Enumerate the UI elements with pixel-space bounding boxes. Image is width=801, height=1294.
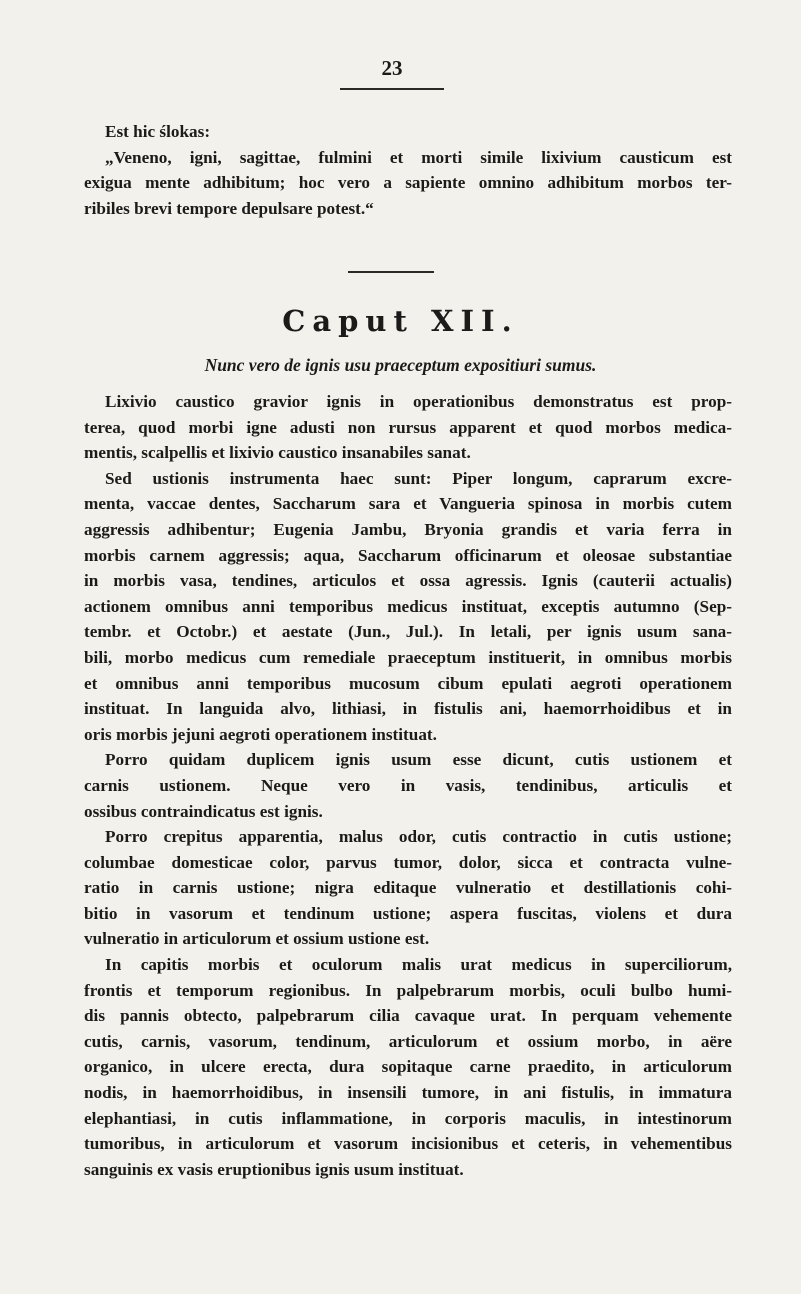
body-line: sanguinis ex vasis eruptionibus ignis usum instituat.	[84, 1159, 464, 1179]
body-line: nodis, in haemorrhoidibus, in insensili tumore, in ani fistulis, in immatura	[84, 1083, 732, 1103]
body-line: tembr. et Octobr.) et aestate (Jun., Jul.). In letali, per ignis usum sana-	[84, 622, 732, 642]
body-line: in morbis vasa, tendines, articulos et ossa agressis. Ignis (cauterii actualis)	[84, 571, 732, 591]
body-line: Sed ustionis instrumenta haec sunt: Piper longum, caprarum excre-	[105, 468, 732, 488]
body-line: aggressis adhibentur; Eugenia Jambu, Bryonia grandis et varia ferra in	[84, 519, 732, 539]
body-line: mentis, scalpellis et lixivio caustico insanabiles sanat.	[84, 443, 471, 463]
chapter-subtitle: Nunc vero de ignis usu praeceptum expositiuri sumus.	[204, 355, 597, 375]
body-line: vulneratio in articulorum et ossium ustione est.	[84, 929, 430, 949]
body-line: ratio in carnis ustione; nigra editaque vulneratio et destillationis cohi-	[84, 878, 732, 898]
body-line: Lixivio caustico gravior ignis in operationibus demonstratus est prop-	[105, 392, 732, 411]
body-line: ossibus contraindicatus est ignis.	[84, 801, 323, 821]
body-line: In capitis morbis et oculorum malis urat medicus in superciliorum,	[105, 955, 732, 975]
intro-line: ribiles brevi tempore depulsare potest.“	[84, 198, 374, 218]
body-line: et omnibus anni temporibus mucosum cibum epulati aegroti operationem	[84, 673, 732, 693]
body-line: organico, in ulcere erecta, dura sopitaque carne praedito, in articulorum	[84, 1057, 732, 1077]
body-line: frontis et temporum regionibus. In palpebrarum morbis, oculi bulbo humi-	[84, 980, 732, 1000]
body-line: morbis carnem aggressis; aqua, Saccharum officinarum et oleosae substantiae	[84, 545, 732, 565]
body-line: terea, quod morbi igne adusti non rursus apparent et quod morbos medica-	[84, 417, 732, 437]
page-number-rule	[340, 88, 444, 90]
intro-line: „Veneno, igni, sagittae, fulmini et morti simile lixivium causticum est	[105, 147, 732, 167]
body-line: actionem omnibus anni temporibus medicus instituat, exceptis autumno (Sep-	[84, 596, 732, 616]
intro-paragraph	[84, 119, 732, 221]
section-divider	[348, 271, 434, 273]
body-line: tumoribus, in articulorum et vasorum incisionibus et ceteris, in vehementibus	[84, 1134, 732, 1154]
body-line: oris morbis jejuni aegroti operationem instituat.	[84, 724, 437, 744]
body-line: instituat. In languida alvo, lithiasi, in fistulis ani, haemorrhoidibus et in	[84, 699, 732, 719]
page-number: 23	[381, 56, 403, 80]
body-line: elephantiasi, in cutis inflammatione, in corporis maculis, in intestinorum	[84, 1108, 732, 1128]
body-line: carnis ustionem. Neque vero in vasis, tendinibus, articulis et	[84, 775, 732, 795]
body-line: bitio in vasorum et tendinum ustione; aspera fuscitas, violens et dura	[84, 903, 732, 923]
body-line: Porro crepitus apparentia, malus odor, cutis contractio in cutis ustione;	[105, 827, 732, 847]
chapter-body	[84, 389, 732, 1182]
body-line: cutis, carnis, vasorum, tendinum, articulorum et ossium morbo, in aëre	[84, 1031, 732, 1051]
body-line: bili, morbo medicus cum remediale praeceptum instituerit, in omnibus morbis	[84, 647, 732, 667]
chapter-heading: Caput XII.	[282, 304, 519, 338]
intro-line: exigua mente adhibitum; hoc vero a sapiente omnino adhibitum morbos ter-	[84, 173, 732, 193]
body-line: columbae domesticae color, parvus tumor, dolor, sicca et contracta vulne-	[84, 852, 732, 872]
body-line: Porro quidam duplicem ignis usum esse dicunt, cutis ustionem et	[105, 750, 732, 770]
body-line: menta, vaccae dentes, Saccharum sara et Vangueria spinosa in morbis cutem	[84, 494, 732, 514]
intro-line: Est hic ślokas:	[105, 122, 211, 141]
body-line: dis pannis obtecto, palpebrarum cilia cavaque urat. In perquam vehemente	[84, 1006, 732, 1026]
